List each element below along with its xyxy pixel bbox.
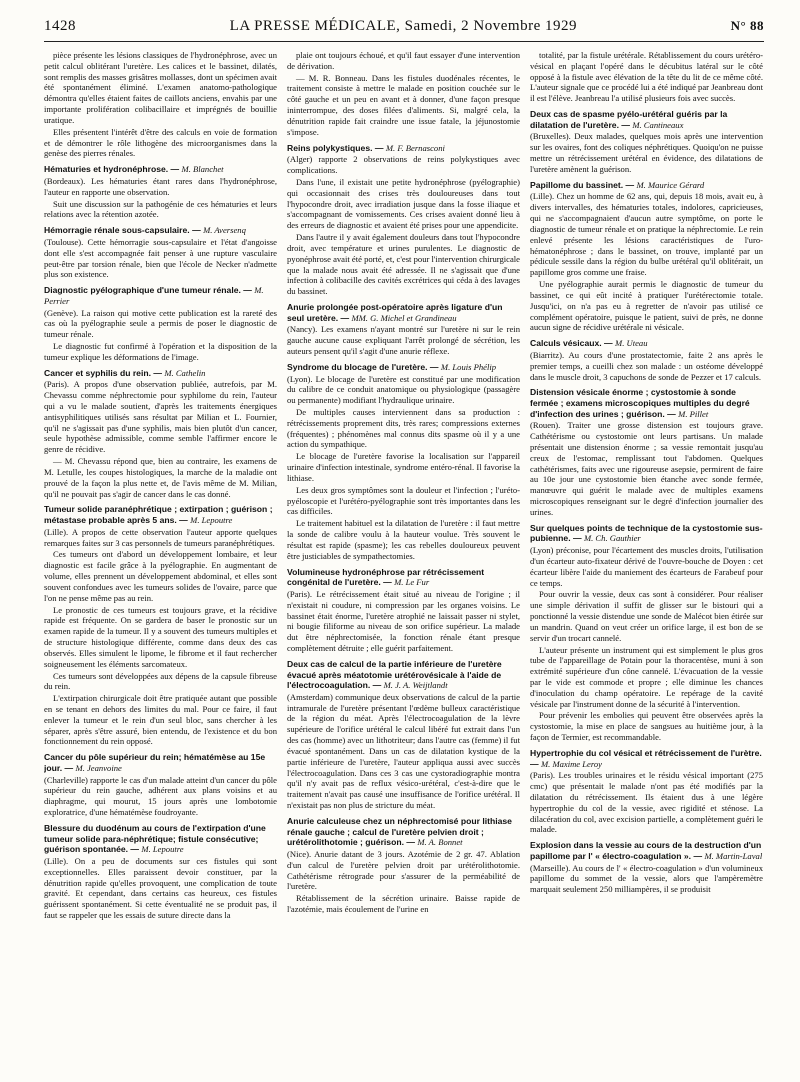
paragraph: Rétablissement de la sécrétion urinaire. Baisse rapide de l'azotémie, mais écoulement de l'urine en bbox=[287, 893, 520, 915]
article-heading bbox=[44, 164, 277, 175]
heading-author: M. Lepoutre bbox=[190, 515, 233, 526]
article-body: (Marseille). Au cours de l' « électro-coagulation » d'un volumineux papillome du sommet de la vessie, alors que l'ampèremètre marquait seulement 250 milliampères, il se produisit bbox=[530, 862, 763, 895]
heading-title: Tumeur solide paranéphrétique ; extirpation ; guérison ; métastase probable après 5 ans. — bbox=[44, 504, 273, 526]
heading-author: M. Martin-Laval bbox=[704, 850, 763, 861]
heading-title: Cancer du pôle supérieur du rein; hématémèse au 15e jour. — bbox=[44, 752, 266, 773]
paragraph: Elles présentent l'intérêt d'être des calculs en voie de formation et de démontrer le rôle lithogène des microorganismes dans la genèse des pierres rénales. bbox=[44, 126, 277, 159]
heading-title: Volumineuse hydronéphrose par rétrécissement congénital de l'uretère. — bbox=[287, 566, 485, 588]
article-heading bbox=[44, 823, 277, 855]
paragraph: totalité, par la fistule urétérale. Rétablissement du cours urétéro-vésical en plaçant l'opéré dans le décubitus latéral sur le côté opposé à la fistule avec élévation de la tête du lit de ce même côté. L'auteur signale que ce procédé lui a été indiqué par Jeanbreau dont il est l'élève. Jeanbreau l'a utilisé plusieurs fois avec succès. bbox=[530, 50, 763, 104]
article-body: (Genève). La raison qui motive cette publication est la rareté des cas où la pyélographie seule a permis de poser le diagnostic de tumeur rénale. bbox=[44, 307, 277, 340]
article-body: (Lille). On a peu de documents sur ces fistules qui sont exceptionnelles. Elles paraissent devoir constituer, par la dénutrition rapide qu'elles provoquent, une complication de toute gravité. Et cependant, dans certains cas heureux, ces fistules guérissent spontanément. Si cette éventualité ne se produit pas, il faut se rappeler que les essais de suture directe dans la bbox=[44, 855, 277, 921]
heading-author: MM. G. Michel et Grandineau bbox=[351, 312, 457, 323]
article-heading bbox=[530, 387, 763, 419]
text-columns bbox=[44, 50, 764, 1075]
paragraph: — M. R. Bonneau. Dans les fistules duodénales récentes, le traitement consiste à mettre le malade en position couchée sur le côté gauche et un peu en avant et à donner, d'une façon presque ininterrompue, des doses filées d'aliments. Si, malgré cela, la dénutrition rapide fait craindre une issue fatale, la jéjunostomie s'impose. bbox=[287, 72, 520, 137]
heading-author: M. Maurice Gérard bbox=[636, 179, 705, 190]
paragraph: pièce présente les lésions classiques de l'hydronéphrose, avec un petit calcul oblitérant l'uretère. Les calices et le bassinet, dilatés, sont remplis des masses grisâtres mollasses, dont un spécimen avait été spontanément éliminé. L'examen anatomo-pathologique démontra qu'elles étaient faites de caillots anciens, envahis par une importante prolifération colibacillaire et imprégnés de bouillie uratique. bbox=[44, 50, 277, 125]
article-body: (Charleville) rapporte le cas d'un malade atteint d'un cancer du pôle supérieur du rein gauche, adhérent aux plans voisins et au diaphragme, qui mourut, 15 jours après une lombotomie exploratrice, d'une hématémèse foudroyante. bbox=[44, 774, 277, 818]
paragraph: Une pyélographie aurait permis le diagnostic de tumeur du bassinet, ce qui eût incité à pratiquer l'urétérectomie totale. Jusqu'ici, on n'a pas eu à regretter de n'avoir pas utilisé ce complément opératoire, puisque le patient, suivi de près, ne donne aucun signe de récidive urétérale ni vésicale. bbox=[530, 279, 763, 333]
article-heading bbox=[287, 362, 520, 373]
paragraph: De multiples causes interviennent dans sa production : rétrécissements proprement dits, très rares; compressions externes (fréquentes) ; phénomènes mal connus dits spasme où il y a une action du sympathique. bbox=[287, 406, 520, 450]
article-heading bbox=[287, 143, 520, 154]
paragraph: Suit une discussion sur la pathogénie de ces hématuries et leurs relations avec la rétention azotée. bbox=[44, 198, 277, 220]
heading-title: Sur quelques points de technique de la cystostomie sus-pubienne. — bbox=[530, 522, 763, 544]
article-heading bbox=[530, 840, 763, 861]
heading-title: Cancer et syphilis du rein. — bbox=[44, 367, 162, 378]
heading-author: M. Perrier bbox=[44, 285, 264, 306]
article-body: (Nice). Anurie datant de 3 jours. Azotémie de 2 gr. 47. Ablation d'un calcul de l'uretère pelvien droit par urétérolithotomie. Cathétérisme rétrograde pour s'assurer de la perméabilité de l'uretère. bbox=[287, 848, 520, 892]
heading-author: M. Blanchet bbox=[181, 164, 224, 175]
heading-author: M. Aversenq bbox=[203, 225, 246, 236]
heading-author: M. J. A. Weijtlandt bbox=[383, 680, 448, 691]
heading-title: Anurie prolongée post-opératoire après ligature d'un seul uretère. — bbox=[287, 302, 503, 323]
article-body: (Alger) rapporte 2 observations de reins polykystiques avec complications. bbox=[287, 154, 520, 176]
article-body: (Lille). Chez un homme de 62 ans, qui, depuis 18 mois, avait eu, à divers intervalles, des hématuries totales, indolores, capricieuses, qui ne s'accompagnaient d'aucun autre symptôme, on porte le diagnostic de tumeur rénale et on pratique la néphrectomie. Le rein enlevé présente les lésions caractéristiques de l'uro-hématonéphrose ; dans le bassinet, on trouve, implanté par un pédicule sessile dans la région du bulbe urétéral qu'il oblitérait, un papillome gros comme une fraise. bbox=[530, 191, 763, 278]
heading-title: Hypertrophie du col vésical et rétrécissement de l'urètre. — bbox=[530, 747, 762, 769]
paragraph: Le diagnostic fut confirmé à l'opération et la disposition de la tumeur explique les déformations de l'image. bbox=[44, 341, 277, 362]
page-number: 1428 bbox=[44, 18, 76, 34]
article-heading bbox=[44, 285, 277, 306]
article-body: (Paris). Le rétrécissement était situé au niveau de l'origine ; il n'existait ni coudure, ni compression par les organes voisins. Le bassinet était énorme, l'uretère atrophié ne laissait passer ni stylet, ni bougie filiforme au niveau de son orifice supérieur. La malade dut être néphrectomisée, la fonction rénale étant presque complètement détruite ; elle guérit parfaitement. bbox=[287, 588, 520, 654]
paragraph: Le pronostic de ces tumeurs est toujours grave, et la récidive rapide est fréquente. On se gardera de baser le pronostic sur un examen rapide de la tumeur. Il y a souvent des tumeurs multiples et de structure histologique différente, comme dans deux des cas observés. Elles simulent le lipome, le fibrome et il faut rechercher soigneusement les éléments sarcomateux. bbox=[44, 604, 277, 669]
heading-author: M. Lepoutre bbox=[141, 844, 184, 855]
paragraph: — M. Chevassu répond que, bien au contraire, les examens de M. Letulle, les coupes histologiques, la marche de la maladie ont prouvé de la façon la plus nette et, de l'avis même de M. Milian, qu'il ne pouvait pas s'agir de cancer dans le cas donné. bbox=[44, 456, 277, 499]
article-body: (Lyon) préconise, pour l'écartement des muscles droits, l'utilisation d'un écarteur auto-fixateur dérivé de l'ouvre-bouche de Doyen : cet écarteur libère l'aide du maniement des écarteurs de Farabeuf pour ce temps. bbox=[530, 545, 763, 588]
paragraph: Pour prévenir les embolies qui peuvent être observées après la cystostomie, la mise en place de sangsues au huitième jour, à la façon de Termier, est recommandable. bbox=[530, 710, 763, 743]
heading-title: Syndrome du blocage de l'uretère. — bbox=[287, 361, 439, 372]
paragraph: L'auteur présente un instrument qui est simplement le plus gros tube de l'appareillage de Potain pour la thoracentèse, muni à son extrémité supérieure d'un cône cannelé. L'évacuation de la vessie par le vide est commode et propre ; elle diminue les chances d'inoculation du champ opératoire. Le repérage de la cavité vésicale par l'instrument donne de la sécurité à l'intervention. bbox=[530, 644, 763, 709]
heading-title: Hémorragie rénale sous-capsulaire. — bbox=[44, 225, 201, 236]
heading-title: Diagnostic pyélographique d'une tumeur rénale. — bbox=[44, 285, 252, 296]
heading-author: M. Cathelin bbox=[164, 367, 206, 378]
heading-title: Reins polykystiques. — bbox=[287, 142, 384, 153]
paragraph: Ces tumeurs ont d'abord un développement lombaire, et leur diagnostic est facile grâce à la pyélographie. En augmentant de volume, elles prennent un développement abdominal, et elles sont souvent confondues avec les tumeurs solides de l'ovaire, parce que l'on ne pense même pas au rein. bbox=[44, 549, 277, 603]
article-heading bbox=[287, 816, 520, 848]
heading-title: Distension vésicale énorme ; cystostomie à sonde fermée ; examens microscopiques multiples du degré d'infection des urines ; guérison. — bbox=[530, 387, 750, 419]
heading-title: Papillome du bassinet. — bbox=[530, 179, 635, 190]
paragraph: Les deux gros symptômes sont la douleur et l'infection ; l'uréto-pyéloscopie et l'urétéro-pyélographie sont très importantes dans les cas difficiles. bbox=[287, 484, 520, 517]
article-heading bbox=[530, 180, 763, 191]
article-heading bbox=[44, 225, 277, 236]
heading-author: M. Louis Phélip bbox=[440, 361, 497, 372]
article-heading bbox=[44, 504, 277, 525]
heading-author: M. Le Fur bbox=[394, 577, 430, 588]
paragraph: plaie ont toujours échoué, et qu'il faut essayer d'une intervention de dérivation. bbox=[287, 50, 520, 71]
paragraph: Ces tumeurs sont développées aux dépens de la capsule fibreuse du rein. bbox=[44, 670, 277, 692]
article-heading bbox=[530, 109, 763, 130]
article-body: (Paris). Les troubles urinaires et le résidu vésical important (275 cmc) que présentait le malade n'ont pas été modifiés par la dilatation du rétrécissement. Ils étaient dus à une légère hypertrophie du col de la vessie, avec rigidité et sténose. La dilacération du col, avec excision partielle, a complètement guéri le malade. bbox=[530, 770, 763, 835]
issue-number: N° 88 bbox=[730, 18, 764, 33]
article-body: (Nancy). Les examens n'ayant montré sur l'uretère ni sur le rein gauche aucune cause expliquant l'arrêt prolongé de sécrétion, les auteurs pensent qu'il s'agit d'une anurie réflexe. bbox=[287, 324, 520, 357]
column-middle bbox=[287, 50, 520, 1075]
heading-author: M. Maxime Leroy bbox=[540, 758, 602, 769]
paragraph: Dans l'autre il y avait également douleurs dans tout l'hypocondre droit, avec température et urines purulentes. Le diagnostic de pyonéphrose avait été porté, et, c'est pour l'intervention chirurgicale que la malade nous avait été adressée. Il ne s'agissait que d'une infection à colibacille des cavités excrétrices qui céda à des lavages du bassinet. bbox=[287, 232, 520, 297]
heading-title: Explosion dans la vessie au cours de la destruction d'un papillome par l' « électro-coagulation ». — bbox=[530, 840, 762, 861]
article-body: (Toulouse). Cette hémorragie sous-capsulaire et l'état d'angoisse dont elle s'est accompagnée fait penser à une rupture vasculaire peut-être par torsion rénale, bien que l'école de Necker n'admette plus son existence. bbox=[44, 236, 277, 280]
article-heading bbox=[530, 523, 763, 544]
article-heading bbox=[530, 338, 763, 349]
heading-author: M. Uteau bbox=[615, 338, 648, 349]
paragraph: Le blocage de l'uretère favorise la localisation sur l'appareil urinaire d'infection intestinale, syndrome entéro-rénal. Il favorise la lithiase. bbox=[287, 451, 520, 483]
paragraph: L'extirpation chirurgicale doit être pratiquée autant que possible en se tenant en dehors des limites du mal. Pour ce faire, il faut enlever la tumeur et le rein d'un seul bloc, sans chercher à les séparer, après s'être assuré, bien entendu, de l'existence et du bon fonctionnement du rein opposé. bbox=[44, 693, 277, 747]
article-heading bbox=[530, 748, 763, 769]
article-heading bbox=[287, 659, 520, 691]
heading-title: Blessure du duodénum au cours de l'extirpation d'une tumeur solide para-néphrétique; fistule consécutive; guérison spontanée. — bbox=[44, 822, 266, 855]
heading-title: Deux cas de spasme pyélo-urétéral guéris par la dilatation de l'uretère. — bbox=[530, 109, 728, 130]
heading-title: Deux cas de calcul de la partie inférieure de l'uretère évacué après méatotomie urétérovésicale à l'aide de l'électrocoagulation. — bbox=[287, 658, 502, 691]
paragraph: Pour ouvrir la vessie, deux cas sont à considérer. Pour réaliser une simple dérivation il suffit de glisser sur le bistouri qui a ponctionné la vessie distendue une sonde de Malécot bien étirée sur un mandrin. Quand on veut créer un orifice large, il est bon de se servir d'un trocart cannelé. bbox=[530, 589, 763, 643]
heading-title: Anurie calculeuse chez un néphrectomisé pour lithiase rénale gauche ; calcul de l'uretère pelvien droit ; urétérolithotomie ; guérison. — bbox=[287, 815, 512, 848]
article-body: (Lille). A propos de cette observation l'auteur apporte quelques remarques faites sur 3 cas personnels de tumeurs paranéphrétiques. bbox=[44, 526, 277, 548]
heading-author: M. A. Bonnet bbox=[417, 837, 463, 848]
article-heading bbox=[44, 368, 277, 379]
heading-title: Hématuries et hydronéphrose. — bbox=[44, 164, 180, 175]
heading-title: Calculs vésicaux. — bbox=[530, 338, 613, 349]
article-body: (Amsterdam) communique deux observations de calcul de la partie intramurale de l'uretère présentant l'œdème bulleux caractéristique de la région du méat. Après l'électrocoagulation de la lèvre supérieure de l'orifice urétéral le calcul libéré fut extrait dans l'un des cas (homme) avec un lithotriteur; dans l'autre cas (femme) il fut évacué spontanément. Dans un cas de dilatation kystique de la partie inférieure de l'uretère, l'auteur appliqua aussi avec succès l'électrocoagulation. Dans ces 3 cas une cystoradiographie montra qu'il n'y avait pas de reflux vésico-urétéral, c'est-à-dire que le traitement n'avait pas causé une insuffisance de l'orifice urétéral. Il n'existait pas non plus de stricture du méat. bbox=[287, 691, 520, 811]
column-left bbox=[44, 50, 277, 1075]
heading-author: M. Ch. Gauthier bbox=[583, 533, 641, 544]
paragraph: Le traitement habituel est la dilatation de l'uretère : il faut mettre la sonde de calibre voulu à la hauteur voulue. Très souvent le résultat est rapide (spasme); les cas rebelles douloureux peuvent être justiciables de sympathectomies. bbox=[287, 518, 520, 561]
article-heading bbox=[287, 567, 520, 588]
article-heading bbox=[44, 752, 277, 773]
heading-author: M. Pillet bbox=[678, 408, 709, 419]
heading-author: M. F. Bernasconi bbox=[385, 142, 445, 153]
article-body: (Bruxelles). Deux malades, quelques mois après une intervention sur les ovaires, font des coliques néphrétiques. Quoiqu'on ne puisse mettre un rétrécissement urétéral en évidence, des dilatations de l'uretère amènent la guérison. bbox=[530, 131, 763, 174]
article-body: (Rouen). Traiter une grosse distension est toujours grave. Cathétérisme ou cystostomie ont leurs partisans. Un malade présentait une distension énorme ; sa vessie remontait jusqu'au creux de l'estomac, remplissant tout l'abdomen. Quelques cathétérismes, faits avec une rigoureuse asepsie, permirent de faire au 10e jour une cystostomie bien étanche avec sonde fermée, manœuvre qui guérit le malade avec de multiples examens microscopiques renseignant sur le degré d'infection journalier des urines. bbox=[530, 420, 763, 517]
heading-author: M. Jeanvoine bbox=[75, 762, 122, 773]
heading-author: M. Cantineaux bbox=[632, 119, 684, 130]
journal-title: LA PRESSE MÉDICALE, Samedi, 2 Novembre 1929 bbox=[229, 18, 577, 34]
page-header bbox=[44, 18, 764, 42]
column-right bbox=[530, 50, 763, 1075]
article-body: (Biarritz). Au cours d'une prostatectomie, faite 2 ans après le premier temps, a cueilli chez son malade : un ostéome développé dans le muscle droit, 3 capuchons de sonde de Pezzer et 17 calculs. bbox=[530, 349, 763, 382]
article-heading bbox=[287, 302, 520, 323]
article-body: (Bordeaux). Les hématuries étant rares dans l'hydronéphrose, l'auteur en rapporte une observation. bbox=[44, 175, 277, 197]
article-body: (Paris). A propos d'une observation publiée, autrefois, par M. Chevassu comme néphrectomie pour syphilome du rein, l'auteur qui a vu le malade soutient, d'après les traitements énergiques antisyphilitiques utilisés sans résultat par Milian et L. Fournier, qu'il ne s'agissait pas d'une syphilis, mais bien plutôt d'un cancer, seule hypothèse admissible, comme semble l'affirmer encore le genre de récidive. bbox=[44, 379, 277, 455]
article-body: (Lyon). Le blocage de l'uretère est constitué par une modification du calibre de ce conduit anatomique ou physiologique (passagère ou permanente) modifiant l'hydraulique urinaire. bbox=[287, 373, 520, 406]
paragraph: Dans l'une, il existait une petite hydronéphrose (pyélographie) qui occasionnait des crises très douloureuses dans tout l'hypocondre droit, avec irradiation jusque dans la fosse iliaque et s'accompagnant de vomissements. Ces crises avaient donné lieu à des erreurs de diagnostic et avaient été prises pour une appendicite. bbox=[287, 176, 520, 231]
